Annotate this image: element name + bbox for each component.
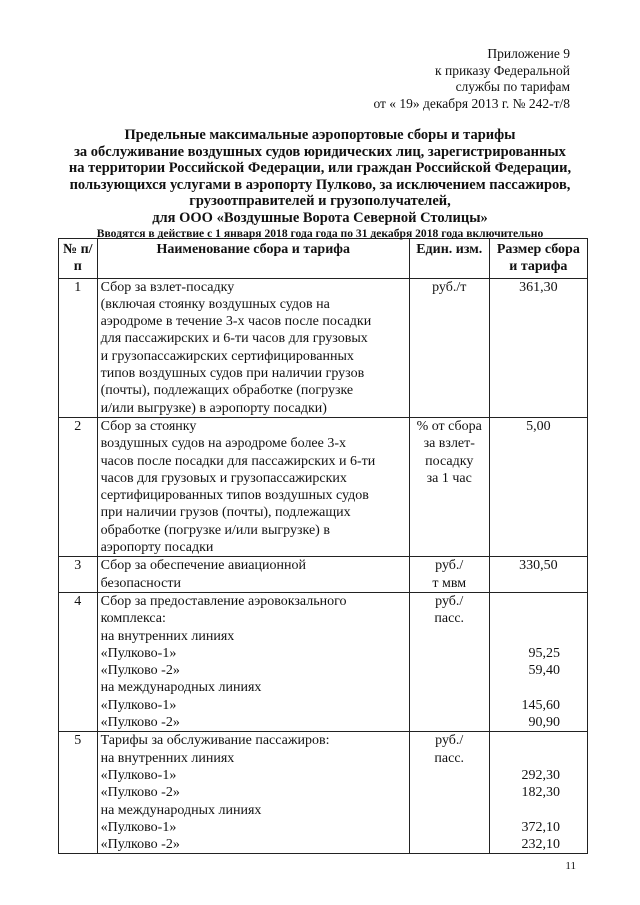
name-line: для пассажирских и 6-ти часов для грузовых bbox=[100, 331, 368, 347]
row-unit bbox=[409, 278, 489, 417]
document-title bbox=[40, 127, 600, 227]
header-unit bbox=[409, 239, 489, 279]
row-number: 4 bbox=[59, 592, 98, 731]
row-value bbox=[489, 732, 587, 854]
header-text: № bbox=[63, 242, 78, 257]
name-line: на международных линиях bbox=[100, 802, 262, 818]
name-line: на внутренних линиях bbox=[100, 628, 235, 644]
name-line: «Пулково -2» bbox=[100, 715, 180, 731]
name-line: обработке (погрузке и/или выгрузке) в bbox=[100, 522, 330, 538]
unit-line: за взлет- bbox=[423, 436, 475, 452]
row-name bbox=[97, 557, 409, 593]
title-line: для ООО «Воздушные Ворота Северной Столицы» bbox=[152, 209, 488, 226]
value-line: 330,50 bbox=[519, 558, 558, 574]
table-row bbox=[59, 417, 588, 556]
value-spacer bbox=[493, 750, 584, 767]
name-line: аэродроме в течение 3-х часов после посадки bbox=[100, 314, 372, 330]
value-line: 372,10 bbox=[521, 819, 560, 835]
row-number: 1 bbox=[59, 278, 98, 417]
name-line: «Пулково -2» bbox=[100, 785, 180, 801]
header-text: п/п bbox=[73, 242, 93, 275]
name-line: при наличии грузов (почты), подлежащих bbox=[100, 505, 351, 521]
value-spacer bbox=[493, 679, 584, 696]
unit-line: за 1 час bbox=[426, 470, 472, 486]
value-line: 361,30 bbox=[519, 279, 558, 295]
appendix-line: Приложение 9 bbox=[487, 46, 570, 61]
value-line: 182,30 bbox=[521, 785, 560, 801]
appendix-reference bbox=[320, 46, 570, 112]
row-name bbox=[97, 278, 409, 417]
value-spacer bbox=[493, 802, 584, 819]
row-number: 2 bbox=[59, 417, 98, 556]
name-line: «Пулково-1» bbox=[100, 767, 177, 783]
unit-line: пасс. bbox=[434, 611, 465, 627]
table-row bbox=[59, 278, 588, 417]
title-line: за обслуживание воздушных судов юридических лиц, зарегистрированных bbox=[74, 143, 566, 160]
header-value bbox=[489, 239, 587, 279]
name-line: и грузопассажирских сертифицированных bbox=[100, 348, 354, 364]
row-name bbox=[97, 732, 409, 854]
unit-line: пасс. bbox=[434, 750, 465, 766]
tariffs-table bbox=[58, 238, 588, 854]
unit-line: руб./ bbox=[435, 733, 464, 749]
name-line: (почты), подлежащих обработке (погрузке bbox=[100, 383, 354, 399]
row-unit bbox=[409, 417, 489, 556]
appendix-line: от « 19» декабря 2013 г. № 242-т/8 bbox=[373, 95, 570, 111]
unit-line: руб./т bbox=[432, 279, 467, 295]
row-unit bbox=[409, 557, 489, 593]
table-row bbox=[59, 557, 588, 593]
value-line: 145,60 bbox=[521, 697, 560, 713]
name-line: «Пулково -2» bbox=[100, 837, 180, 853]
name-line: Сбор за обеспечение авиационной bbox=[100, 558, 306, 574]
header-text: Един. bbox=[416, 242, 453, 257]
name-line: Сбор за стоянку bbox=[100, 418, 197, 434]
unit-line: % от сбора bbox=[416, 418, 482, 434]
name-line: «Пулково-1» bbox=[100, 697, 177, 713]
row-value bbox=[489, 417, 587, 556]
value-spacer bbox=[493, 610, 584, 627]
name-line: Тарифы за обслуживание пассажиров: bbox=[100, 733, 330, 749]
row-number: 3 bbox=[59, 557, 98, 593]
name-line: аэропорту посадки bbox=[100, 540, 214, 556]
header-text: и тарифа bbox=[291, 242, 350, 257]
value-line: 232,10 bbox=[521, 837, 560, 853]
name-line: типов воздушных судов при наличии грузов bbox=[100, 366, 365, 382]
table-row bbox=[59, 592, 588, 731]
name-line: сертифицированных типов воздушных судов bbox=[100, 488, 369, 504]
row-name bbox=[97, 592, 409, 731]
title-line: Предельные максимальные аэропортовые сборы и тарифы bbox=[124, 127, 516, 143]
header-text: изм. bbox=[455, 242, 483, 257]
unit-line: руб./ bbox=[435, 558, 464, 574]
unit-line: т мвм bbox=[432, 575, 467, 591]
value-spacer bbox=[493, 732, 584, 749]
name-line: (включая стоянку воздушных судов на bbox=[100, 296, 330, 312]
value-line: 5,00 bbox=[526, 418, 551, 434]
value-line: 90,90 bbox=[528, 715, 560, 731]
appendix-line: службы по тарифам bbox=[455, 79, 570, 94]
row-unit bbox=[409, 592, 489, 731]
table-header-row bbox=[59, 239, 588, 279]
unit-line: посадку bbox=[425, 453, 474, 469]
row-value bbox=[489, 592, 587, 731]
row-unit bbox=[409, 732, 489, 854]
value-spacer bbox=[493, 628, 584, 645]
name-line: часов для грузовых и грузопассажирских bbox=[100, 470, 347, 486]
name-line: «Пулково-1» bbox=[100, 645, 177, 661]
name-line: «Пулково-1» bbox=[100, 819, 177, 835]
name-line: на внутренних линиях bbox=[100, 750, 235, 766]
title-line: грузоотправителей и грузополучателей, bbox=[189, 193, 451, 210]
value-spacer bbox=[493, 593, 584, 610]
name-line: часов после посадки для пассажирских и 6-ти bbox=[100, 453, 376, 469]
page-number: 11 bbox=[565, 860, 576, 872]
header-text: Размер сбора bbox=[496, 242, 580, 257]
header-number bbox=[59, 239, 98, 279]
effective-period: Вводятся в действие с 1 января 2018 года года по 31 декабря 2018 года включительно bbox=[96, 227, 544, 240]
title-line: на территории Российской Федерации, или граждан Российской Федерации, bbox=[68, 160, 572, 177]
header-text: и тарифа bbox=[509, 259, 568, 275]
name-line: на международных линиях bbox=[100, 680, 262, 696]
value-line: 59,40 bbox=[528, 663, 560, 679]
header-text: Наименование сбора bbox=[156, 242, 289, 257]
row-value bbox=[489, 278, 587, 417]
appendix-line: к приказу Федеральной bbox=[435, 62, 570, 78]
value-line: 95,25 bbox=[528, 645, 560, 661]
row-value bbox=[489, 557, 587, 593]
row-number: 5 bbox=[59, 732, 98, 854]
name-line: и/или выгрузке) в аэропорту посадки) bbox=[100, 400, 327, 416]
name-line: Сбор за взлет-посадку bbox=[100, 279, 235, 295]
row-name bbox=[97, 417, 409, 556]
table-row bbox=[59, 732, 588, 854]
name-line: воздушных судов на аэродроме более 3-х bbox=[100, 436, 347, 452]
name-line: Сбор за предоставление аэровокзального bbox=[100, 593, 347, 609]
title-line: пользующихся услугами в аэропорту Пулково, за исключением пассажиров, bbox=[69, 176, 571, 193]
name-line: безопасности bbox=[100, 575, 181, 591]
value-line: 292,30 bbox=[521, 767, 560, 783]
header-name bbox=[97, 239, 409, 279]
name-line: комплекса: bbox=[100, 611, 166, 627]
name-line: «Пулково -2» bbox=[100, 663, 180, 679]
unit-line: руб./ bbox=[435, 593, 464, 609]
